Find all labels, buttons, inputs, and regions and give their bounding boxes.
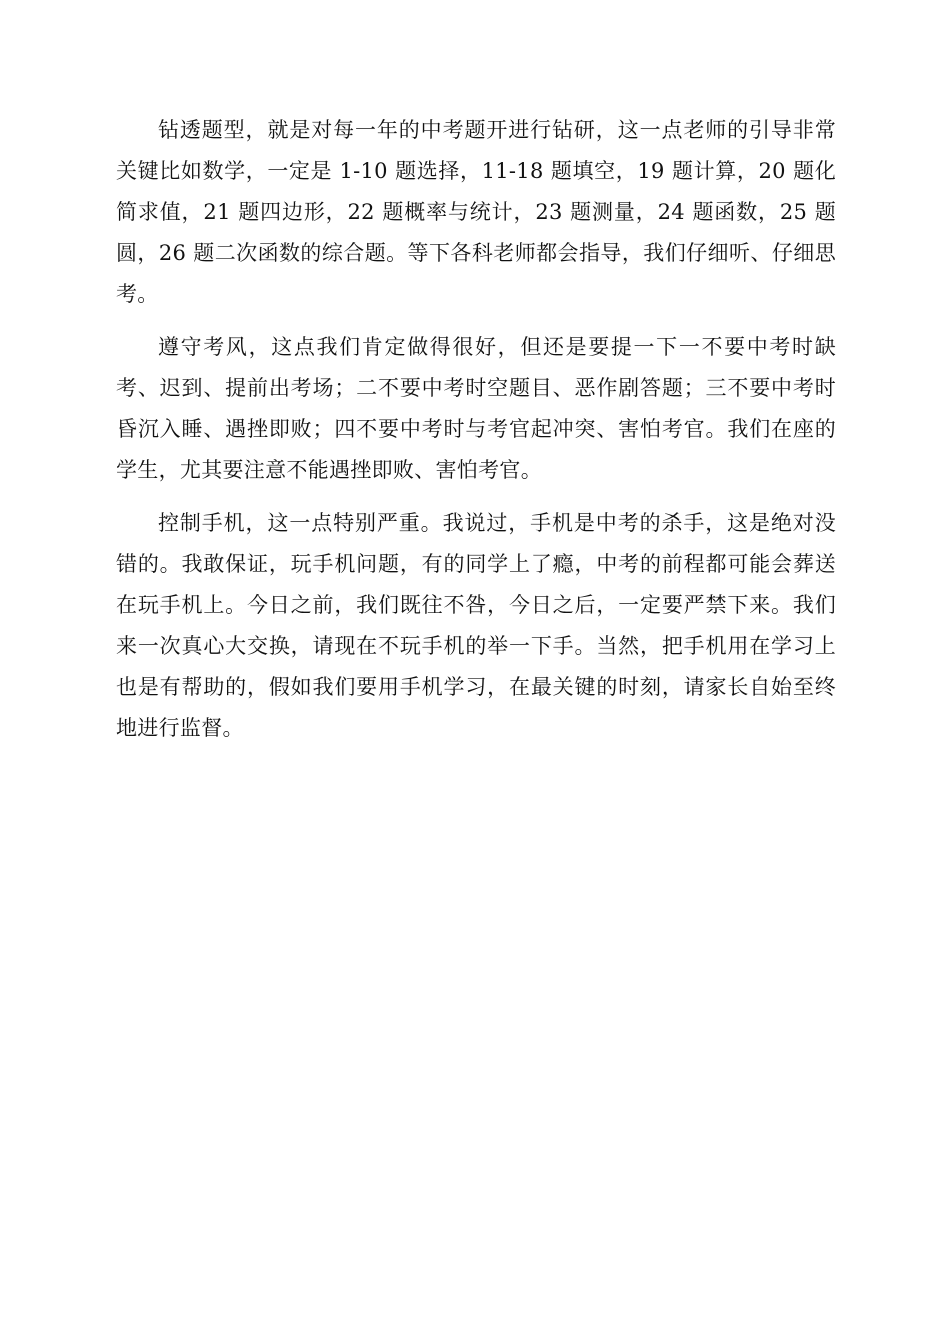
paragraph-phone-control: 控制手机，这一点特别严重。我说过，手机是中考的杀手，这是绝对没错的。我敢保证，玩手机问题，有的同学上了瘾，中考的前程都可能会葬送在玩手机上。今日之前，我们既往不咎，今日之后，一定要严禁下来。我们来一次真心大交换，请现在不玩手机的举一下手。当然，把手机用在学习上也是有帮助的，假如我们要用手机学习，在最关键的时刻，请家长自始至终地进行监督。	[116, 511, 836, 740]
document-body	[116, 110, 836, 749]
paragraph-exam-question-types: 钻透题型，就是对每一年的中考题开进行钻研，这一点老师的引导非常关键比如数学，一定是 1-10 题选择，11-18 题填空，19 题计算，20 题化简求值，21 题四边形，22 题概率与统计，23 题测量，24 题函数，25 题圆，26 题二次函数的综合题。等下各科老师都会指导，我们仔细听、仔细思考。	[116, 118, 836, 306]
paragraph-exam-discipline: 遵守考风，这点我们肯定做得很好，但还是要提一下一不要中考时缺考、迟到、提前出考场；二不要中考时空题目、恶作剧答题；三不要中考时昏沉入睡、遇挫即败；四不要中考时与考官起冲突、害怕考官。我们在座的学生，尤其要注意不能遇挫即败、害怕考官。	[116, 335, 836, 482]
